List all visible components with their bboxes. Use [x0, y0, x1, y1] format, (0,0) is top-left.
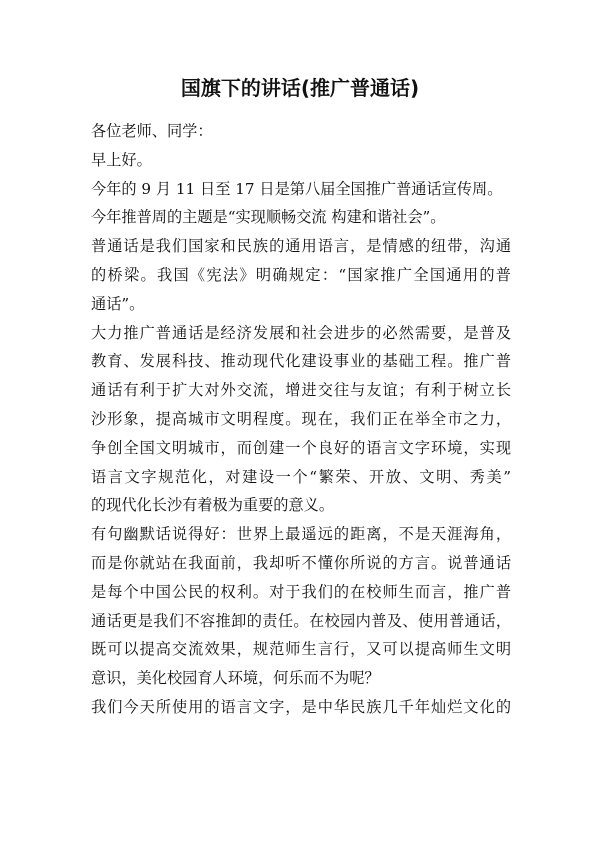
paragraph-line: 是每个中国公民的权利。对于我们的在校师生而言，推广普 [91, 582, 511, 601]
paragraph-line: 的桥梁。我国《宪法》明确规定：“国家推广全国通用的普 [91, 265, 511, 284]
paragraph-line: 的现代化长沙有着极为重要的意义。 [91, 496, 334, 515]
document-title: 国旗下的讲话(推广普通话) [180, 76, 420, 100]
paragraph-line: 沙形象，提高城市文明程度。现在，我们正在举全市之力， [91, 409, 511, 428]
document-body [91, 117, 511, 722]
greeting: 早上好。 [91, 150, 152, 169]
paragraph-line: 今年的 9 月 11 日至 17 日是第八届全国推广普通话宣传周。 [91, 179, 503, 198]
paragraph-line: 而是你就站在我面前，我却听不懂你所说的方言。说普通话 [91, 553, 511, 572]
paragraph-line: 我们今天所使用的语言文字，是中华民族几千年灿烂文化的 [91, 697, 511, 716]
paragraph-line: 大力推广普通话是经济发展和社会进步的必然需要，是普及 [91, 323, 511, 342]
salutation: 各位老师、同学： [91, 122, 213, 140]
paragraph-line: 争创全国文明城市，而创建一个良好的语言文字环境，实现 [91, 438, 511, 457]
paragraph-line: 语言文字规范化，对建设一个“繁荣、开放、文明、秀美” [91, 467, 511, 486]
paragraph-line: 教育、发展科技、推动现代化建设事业的基础工程。推广普 [91, 352, 511, 371]
paragraph-line: 通话”。 [91, 294, 145, 313]
paragraph-line: 普通话是我们国家和民族的通用语言，是情感的纽带，沟通 [91, 237, 511, 256]
paragraph-line: 通话更是我们不容推卸的责任。在校园内普及、使用普通话， [91, 611, 511, 630]
paragraph-line: 既可以提高交流效果，规范师生言行，又可以提高师生文明 [91, 640, 511, 659]
paragraph-line: 通话有利于扩大对外交流，增进交往与友谊；有利于树立长 [91, 381, 511, 400]
paragraph-line: 今年推普周的主题是“实现顺畅交流 构建和谐社会”。 [91, 208, 446, 227]
paragraph-line: 有句幽默话说得好：世界上最遥远的距离，不是天涯海角， [91, 525, 511, 544]
paragraph-line: 意识，美化校园育人环境，何乐而不为呢？ [91, 669, 380, 688]
